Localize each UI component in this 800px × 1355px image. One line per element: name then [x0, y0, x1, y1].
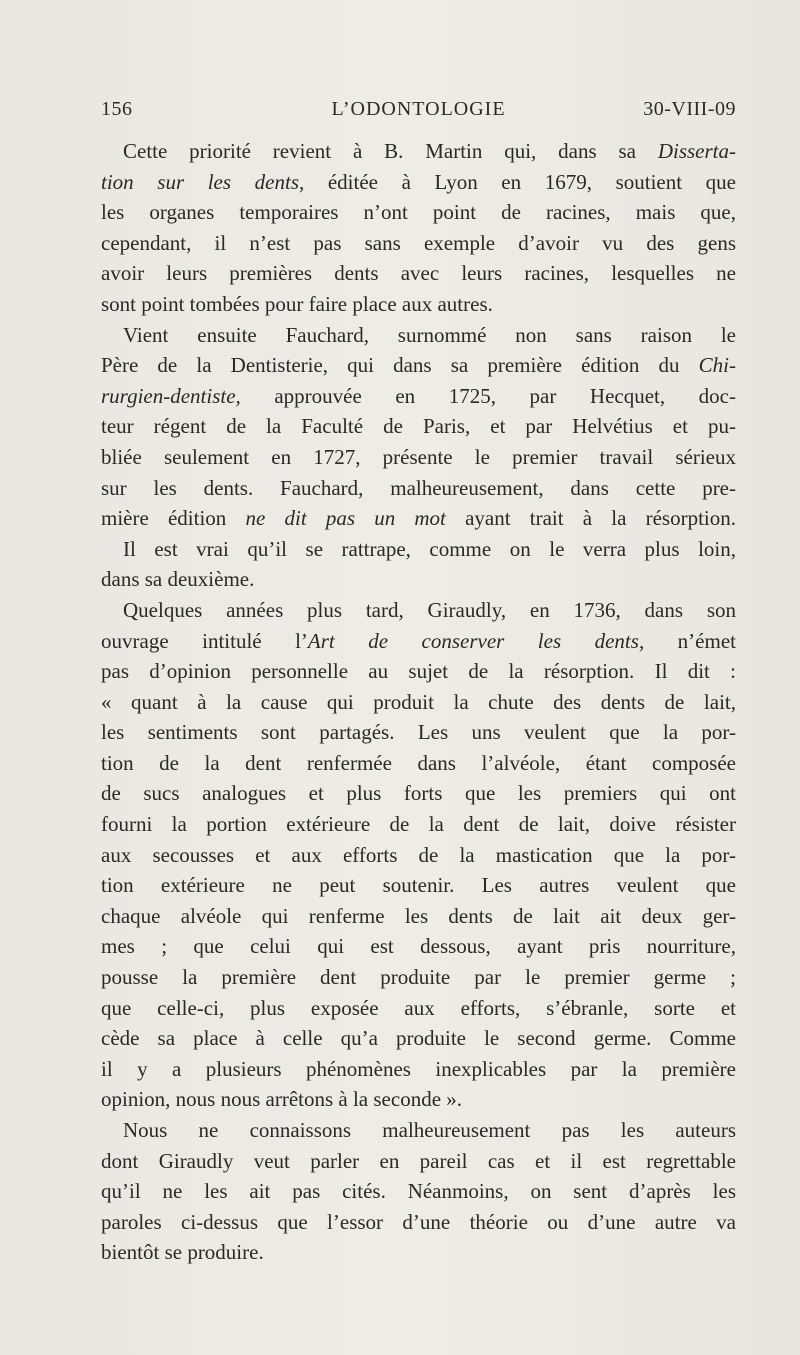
- text-segment: sur les dents. Fauchard, malheureusement, dans cette pre-: [101, 475, 736, 500]
- body-text: [101, 136, 736, 1268]
- text-line: [101, 442, 736, 473]
- text-segment: aux secousses et aux efforts de la mastication que la por-: [101, 842, 736, 867]
- running-title: L’ODONTOLOGIE: [331, 98, 506, 120]
- italic-text: ne dit pas un mot: [245, 506, 446, 531]
- text-segment: bliée seulement en 1727, présente le premier travail sérieux: [101, 444, 736, 469]
- text-segment: pousse la première dent produite par le premier germe ;: [101, 965, 736, 990]
- text-line: [101, 901, 736, 932]
- text-segment: Vient ensuite Fauchard, surnommé non sans raison le: [123, 322, 736, 347]
- text-line: [101, 320, 736, 351]
- text-line: [101, 197, 736, 228]
- text-line: [101, 534, 736, 565]
- text-segment: les organes temporaires n’ont point de racines, mais que,: [101, 200, 736, 225]
- text-line: [101, 748, 736, 779]
- text-line: [101, 473, 736, 504]
- text-segment: Il est vrai qu’il se rattrape, comme on le verra plus loin,: [123, 536, 736, 561]
- text-segment: cependant, il n’est pas sans exemple d’avoir vu des gens: [101, 230, 736, 255]
- text-line: [101, 167, 736, 198]
- text-segment: dans sa deuxième.: [101, 567, 255, 592]
- text-line: [101, 350, 736, 381]
- text-line: [101, 962, 736, 993]
- text-segment: n’émet: [644, 628, 736, 653]
- text-segment: Nous ne connaissons malheureusement pas les auteurs: [123, 1118, 736, 1142]
- text-line: [101, 778, 736, 809]
- text-segment: de sucs analogues et plus forts que les premiers qui ont: [101, 781, 736, 806]
- text-line: [101, 411, 736, 442]
- text-segment: tion de la dent renfermée dans l’alvéole, étant composée: [101, 750, 736, 775]
- text-segment: mière édition: [101, 506, 246, 531]
- text-segment: ayant trait à la résorption.: [445, 506, 736, 531]
- italic-text: rurgien-dentiste,: [101, 383, 241, 408]
- text-line: [101, 503, 736, 534]
- text-segment: dont Giraudly veut parler en pareil cas et il est regrettable: [101, 1148, 736, 1173]
- text-line: [101, 840, 736, 871]
- text-segment: tion extérieure ne peut soutenir. Les autres veulent que: [101, 873, 736, 898]
- page-number: 156: [101, 98, 133, 120]
- text-segment: paroles ci-dessus que l’essor d’une théorie ou d’une autre va: [101, 1209, 736, 1234]
- text-segment: opinion, nous nous arrêtons à la seconde ».: [101, 1087, 463, 1112]
- text-line: [101, 1207, 736, 1238]
- text-line: [101, 1023, 736, 1054]
- text-segment: Père de la Dentisterie, qui dans sa première édition du: [101, 353, 699, 378]
- text-segment: il y a plusieurs phénomènes inexplicables par la première: [101, 1056, 736, 1081]
- text-segment: chaque alvéole qui renferme les dents de lait ait deux ger-: [101, 903, 736, 928]
- text-segment: qu’il ne les ait pas cités. Néanmoins, on sent d’après les: [101, 1179, 736, 1204]
- text-segment: Quelques années plus tard, Giraudly, en 1736, dans son: [123, 597, 736, 622]
- text-line: [101, 1176, 736, 1207]
- text-segment: « quant à la cause qui produit la chute des dents de lait,: [101, 689, 736, 714]
- text-line: [101, 656, 736, 687]
- text-line: [101, 1146, 736, 1177]
- text-segment: teur régent de la Faculté de Paris, et par Helvétius et pu-: [101, 414, 736, 439]
- italic-text: Chi-: [698, 353, 736, 378]
- italic-text: tion sur les dents,: [101, 169, 305, 194]
- text-segment: avoir leurs premières dents avec leurs racines, lesquelles ne: [101, 261, 736, 286]
- italic-text: Art de conserver les dents,: [307, 628, 645, 653]
- text-line: [101, 228, 736, 259]
- text-segment: éditée à Lyon en 1679, soutient que: [304, 169, 737, 194]
- text-segment: fourni la portion extérieure de la dent de lait, doive résister: [101, 812, 736, 837]
- text-segment: Cette priorité revient à B. Martin qui, dans sa: [123, 139, 658, 163]
- text-segment: approuvée en 1725, par Hecquet, doc-: [240, 383, 736, 408]
- text-line: [101, 626, 736, 657]
- text-line: [101, 931, 736, 962]
- text-line: [101, 870, 736, 901]
- issue-date: 30-VIII-09: [643, 98, 736, 120]
- text-line: [101, 289, 736, 320]
- text-line: [101, 687, 736, 718]
- italic-text: Disserta-: [657, 139, 736, 163]
- text-line: [101, 1084, 736, 1115]
- text-line: [101, 1115, 736, 1146]
- text-line: [101, 564, 736, 595]
- text-line: [101, 993, 736, 1024]
- text-segment: ouvrage intitulé l’: [101, 628, 308, 653]
- text-segment: les sentiments sont partagés. Les uns veulent que la por-: [101, 720, 736, 745]
- page-header: [101, 98, 736, 126]
- text-line: [101, 1237, 736, 1268]
- text-segment: que celle-ci, plus exposée aux efforts, s’ébranle, sorte et: [101, 995, 736, 1020]
- text-segment: cède sa place à celle qu’a produite le second germe. Comme: [101, 1026, 736, 1051]
- text-line: [101, 595, 736, 626]
- text-line: [101, 809, 736, 840]
- text-segment: pas d’opinion personnelle au sujet de la résorption. Il dit :: [101, 659, 736, 684]
- text-line: [101, 381, 736, 412]
- text-line: [101, 717, 736, 748]
- text-line: [101, 258, 736, 289]
- text-segment: bientôt se produire.: [101, 1240, 264, 1265]
- text-segment: mes ; que celui qui est dessous, ayant pris nourriture,: [101, 934, 736, 959]
- text-segment: sont point tombées pour faire place aux autres.: [101, 291, 493, 316]
- text-line: [101, 136, 736, 167]
- text-line: [101, 1054, 736, 1085]
